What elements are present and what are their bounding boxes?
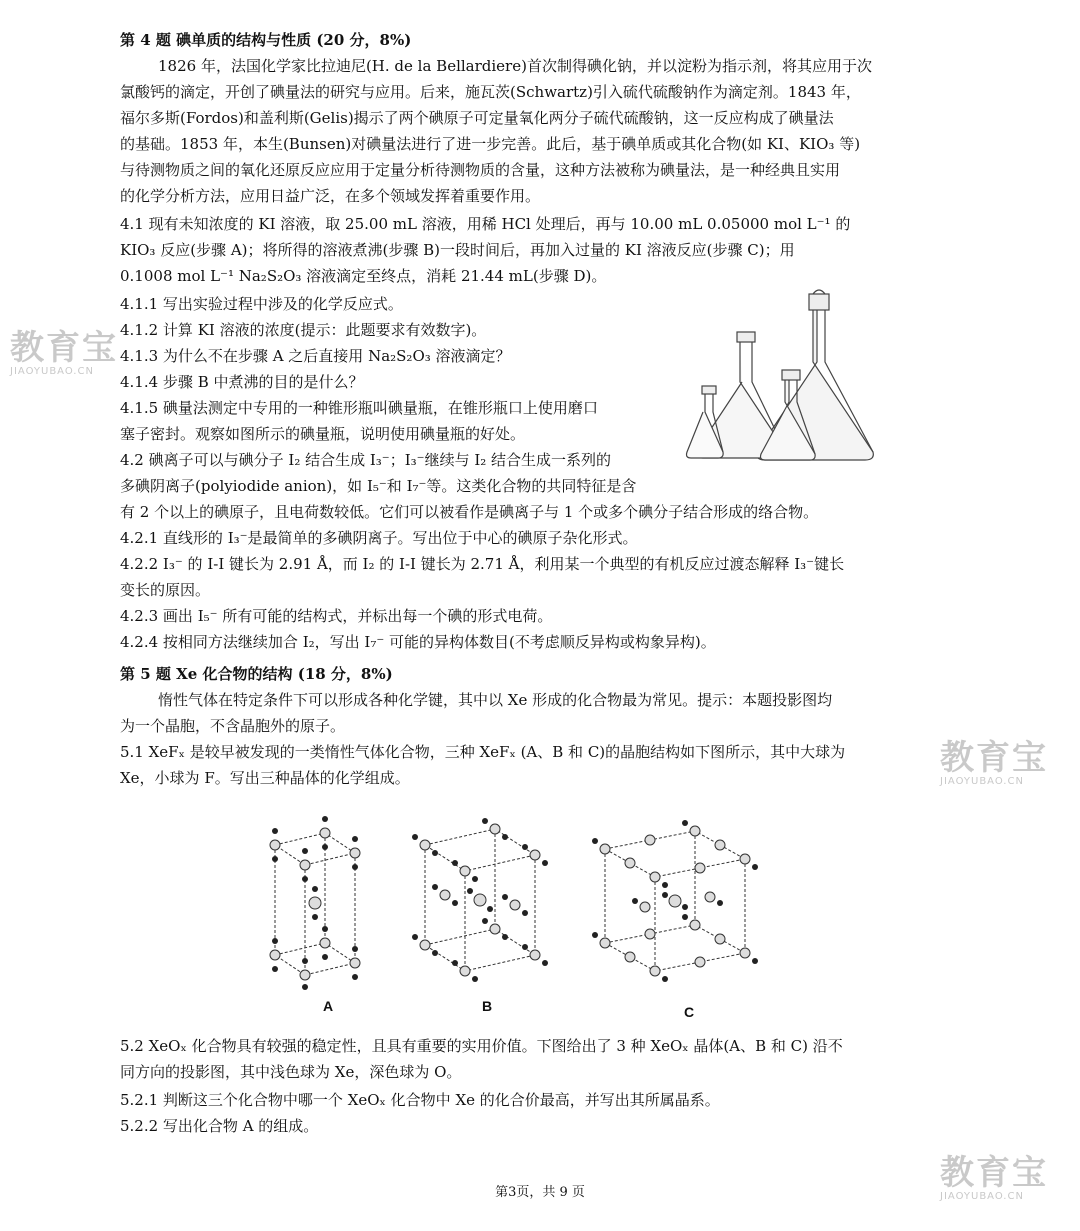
watermark-url: JIAOYUBAO.CN — [10, 366, 94, 377]
q4-2-line: 4.2 碘离子可以与碘分子 I₂ 结合生成 I₃⁻；I₃⁻继续与 I₂ 结合生成一系列的 — [120, 451, 612, 469]
q4-2-3: 4.2.3 画出 I₅⁻ 所有可能的结构式，并标出每一个碘的形式电荷。 — [120, 607, 553, 625]
page-footer: 第3页，共 9 页 — [495, 1185, 585, 1200]
crystal-label-c: C — [684, 1004, 695, 1020]
q4-2-1: 4.2.1 直线形的 I₃⁻是最简单的多碘阴离子。写出位于中心的碘原子杂化形式。 — [120, 529, 638, 547]
watermark-text: 教育宝 — [940, 738, 1048, 778]
q4-1-line: 4.1 现有未知浓度的 KI 溶液，取 25.00 mL 溶液，用稀 HCl 处理后，再与 10.00 mL 0.05000 mol L⁻¹ 的 — [120, 215, 851, 233]
watermark-text: 教育宝 — [940, 1153, 1048, 1193]
q4-1-1: 4.1.1 写出实验过程中涉及的化学反应式。 — [120, 295, 403, 313]
q4-intro-line: 与待测物质之间的氧化还原反应应用于定量分析待测物质的含量，这种方法被称为碘量法，是一种经典且实用 — [120, 161, 841, 179]
q4-intro-line: 1826 年，法国化学家比拉迪尼(H. de la Bellardiere)首次制得碘化钠，并以淀粉为指示剂，将其应用于次 — [158, 57, 872, 75]
q4-1-2: 4.1.2 计算 KI 溶液的浓度(提示：此题要求有效数字)。 — [120, 321, 487, 339]
q5-1-line: 5.1 XeFₓ 是较早被发现的一类惰性气体化合物，三种 XeFₓ (A、B 和 C)的晶胞结构如下图所示，其中大球为 — [120, 743, 846, 761]
q4-1-line: KIO₃ 反应(步骤 A)；将所得的溶液煮沸(步骤 B)一段时间后，再加入过量的 KI 溶液反应(步骤 C)；用 — [120, 241, 795, 259]
q4-2-2-line: 4.2.2 I₃⁻ 的 I-I 键长为 2.91 Å，而 I₂ 的 I-I 键长为 2.71 Å，利用某一个典型的有机反应过渡态解释 I₃⁻键长 — [120, 555, 845, 573]
crystal-structure-b — [405, 815, 555, 990]
iodine-flask-illustration — [685, 282, 885, 472]
q5-title: 第 5 题 Xe 化合物的结构 (18 分，8%) — [120, 665, 393, 683]
q4-1-4: 4.1.4 步骤 B 中煮沸的目的是什么？ — [120, 373, 364, 391]
q4-2-line: 多碘阴离子(polyiodide anion)，如 I₅⁻和 I₇⁻等。这类化合物的共同特征是含 — [120, 477, 637, 495]
q5-intro-line: 惰性气体在特定条件下可以形成各种化学键，其中以 Xe 形成的化合物最为常见。提示：本题投影图均 — [158, 691, 833, 709]
q4-1-3: 4.1.3 为什么不在步骤 A 之后直接用 Na₂S₂O₃ 溶液滴定？ — [120, 347, 511, 365]
q5-2-1: 5.2.1 判断这三个化合物中哪一个 XeOₓ 化合物中 Xe 的化合价最高，并写出其所属晶系。 — [120, 1091, 720, 1109]
watermark-url: JIAOYUBAO.CN — [940, 776, 1024, 787]
q5-1-line: Xe，小球为 F。写出三种晶体的化学组成。 — [120, 769, 410, 787]
q5-2-line: 5.2 XeOₓ 化合物具有较强的稳定性，且具有重要的实用价值。下图给出了 3 种 XeOₓ 晶体(A、B 和 C) 沿不 — [120, 1037, 843, 1055]
watermark — [10, 330, 118, 377]
q4-2-2-line: 变长的原因。 — [120, 581, 211, 599]
q4-intro-line: 福尔多斯(Fordos)和盖利斯(Gelis)揭示了两个碘原子可定量氧化两分子硫代硫酸钠，这一反应构成了碘量法 — [120, 109, 834, 127]
q4-intro-line: 的基础。1853 年，本生(Bunsen)对碘量法进行了进一步完善。此后，基于碘单质或其化合物(如 KI、KIO₃ 等) — [120, 135, 861, 153]
q4-intro-line: 的化学分析方法，应用日益广泛，在多个领域发挥着重要作用。 — [120, 187, 541, 205]
watermark-text: 教育宝 — [10, 328, 118, 368]
q5-intro-line: 为一个晶胞，不含晶胞外的原子。 — [120, 717, 346, 735]
q4-intro-line: 氯酸钙的滴定，开创了碘量法的研究与应用。后来，施瓦茨(Schwartz)引入硫代硫酸钠作为滴定剂。1843 年， — [120, 83, 861, 101]
crystal-label-a: A — [323, 998, 334, 1014]
q4-2-line: 有 2 个以上的碘原子，且电荷数较低。它们可以被看作是碘离子与 1 个或多个碘分子结合形成的络合物。 — [120, 503, 819, 521]
q5-2-2: 5.2.2 写出化合物 A 的组成。 — [120, 1117, 319, 1135]
q4-1-5-line: 塞子密封。观察如图所示的碘量瓶，说明使用碘量瓶的好处。 — [120, 425, 526, 443]
crystal-label-b: B — [482, 998, 493, 1014]
q5-2-line: 同方向的投影图，其中浅色球为 Xe，深色球为 O。 — [120, 1063, 462, 1081]
q4-2-4: 4.2.4 按相同方法继续加合 I₂，写出 I₇⁻ 可能的异构体数目(不考虑顺反异构或构象异构)。 — [120, 633, 716, 651]
watermark-url: JIAOYUBAO.CN — [940, 1191, 1024, 1202]
q4-title: 第 4 题 碘单质的结构与性质 (20 分，8%) — [120, 31, 412, 49]
watermark — [940, 740, 1048, 787]
crystal-structure-a — [255, 815, 375, 990]
q4-1-5-line: 4.1.5 碘量法测定中专用的一种锥形瓶叫碘量瓶，在锥形瓶口上使用磨口 — [120, 399, 598, 417]
q4-1-line: 0.1008 mol L⁻¹ Na₂S₂O₃ 溶液滴定至终点，消耗 21.44 mL(步骤 D)。 — [120, 267, 607, 285]
crystal-structure-c — [585, 815, 760, 990]
